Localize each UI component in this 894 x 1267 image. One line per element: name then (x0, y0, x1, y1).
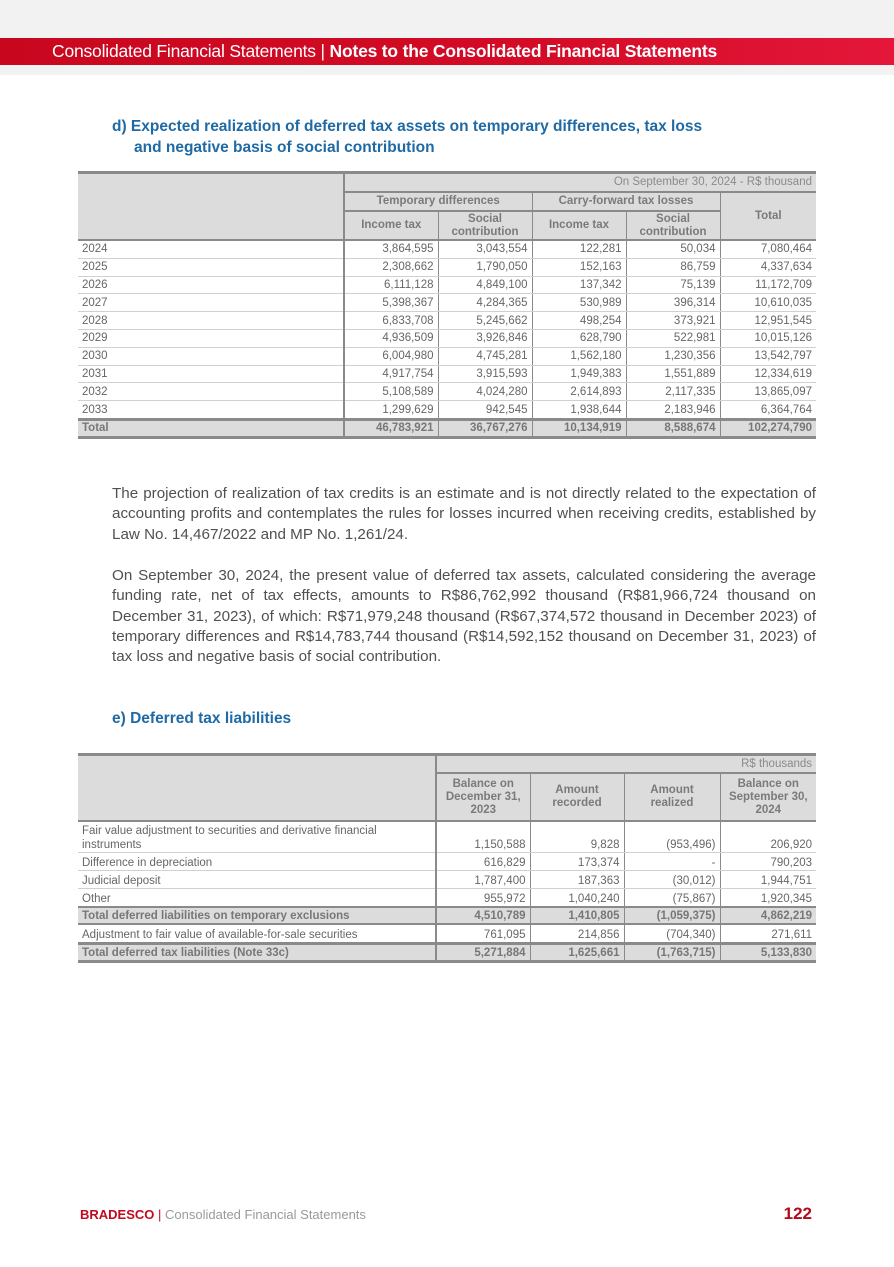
cell: 11,172,709 (720, 276, 816, 294)
column-header-income-tax: Income tax (532, 211, 626, 240)
cell: 396,314 (626, 294, 720, 312)
cell: 1,562,180 (532, 347, 626, 365)
cell: 1,938,644 (532, 401, 626, 420)
cell: 3,915,593 (438, 365, 532, 383)
cell: 12,334,619 (720, 365, 816, 383)
row-label: Total deferred tax liabilities (Note 33c) (78, 944, 436, 962)
cell: 152,163 (532, 258, 626, 276)
page-number: 122 (783, 1204, 812, 1223)
column-header-income-tax: Income tax (344, 211, 438, 240)
cell: 628,790 (532, 329, 626, 347)
cell: 10,015,126 (720, 329, 816, 347)
cell: 4,849,100 (438, 276, 532, 294)
cell: 5,245,662 (438, 312, 532, 330)
row-label: Total (78, 419, 344, 437)
cell: 373,921 (626, 312, 720, 330)
cell: 522,981 (626, 329, 720, 347)
cell: 2,117,335 (626, 383, 720, 401)
table-row (78, 240, 816, 258)
row-label: 2029 (78, 329, 344, 347)
cell: 102,274,790 (720, 419, 816, 437)
brand-logo-text: BRADESCO (80, 1207, 155, 1222)
cell: 1,299,629 (344, 401, 438, 420)
table-row (78, 294, 816, 312)
row-label: Total deferred liabilities on temporary exclusions (78, 907, 436, 924)
row-label: 2031 (78, 365, 344, 383)
cell: 1,410,805 (530, 907, 624, 924)
table-row (78, 924, 816, 944)
cell: 1,920,345 (720, 889, 816, 908)
header-section: Consolidated Financial Statements (52, 41, 316, 61)
cell: 2,614,893 (532, 383, 626, 401)
cell: 50,034 (626, 240, 720, 258)
row-label: 2033 (78, 401, 344, 420)
cell: (30,012) (624, 871, 720, 889)
table-total-row (78, 419, 816, 437)
cell: 955,972 (436, 889, 530, 908)
cell: 1,040,240 (530, 889, 624, 908)
cell: 2,308,662 (344, 258, 438, 276)
header-blank-cell (78, 755, 436, 822)
paragraph-projection: The projection of realization of tax credits is an estimate and is not directly related to the expectation of accounting profits and contemplates the rules for losses incurred when receiving credits, established by Law No. 14,467/2022 and MP No. 1,261/24. (112, 485, 816, 543)
top-margin (0, 0, 894, 38)
cell: 3,926,846 (438, 329, 532, 347)
row-label: 2027 (78, 294, 344, 312)
cell: 10,134,919 (532, 419, 626, 437)
cell: 6,111,128 (344, 276, 438, 294)
cell: 4,337,634 (720, 258, 816, 276)
row-label: Adjustment to fair value of available-for-sale securities (78, 924, 436, 944)
cell: 4,862,219 (720, 907, 816, 924)
cell: 206,920 (720, 821, 816, 853)
cell: 13,865,097 (720, 383, 816, 401)
cell: 46,783,921 (344, 419, 438, 437)
cell: 9,828 (530, 821, 624, 853)
row-label: 2030 (78, 347, 344, 365)
section-e-title: e) Deferred tax liabilities (112, 710, 292, 727)
table-row (78, 365, 816, 383)
cell: 4,284,365 (438, 294, 532, 312)
header-subsection: Notes to the Consolidated Financial Statements (329, 41, 718, 61)
table-row (78, 258, 816, 276)
table-row (78, 312, 816, 330)
cell: 10,610,035 (720, 294, 816, 312)
table-row (78, 821, 816, 853)
deferred-tax-assets-table (78, 171, 816, 439)
cell: 1,230,356 (626, 347, 720, 365)
table-row (78, 276, 816, 294)
cell: 4,510,789 (436, 907, 530, 924)
cell: 3,043,554 (438, 240, 532, 258)
column-header-social-contribution: Social contribution (438, 211, 532, 240)
cell: 8,588,674 (626, 419, 720, 437)
cell: 5,271,884 (436, 944, 530, 962)
table-row (78, 347, 816, 365)
cell: (75,867) (624, 889, 720, 908)
cell: 616,829 (436, 853, 530, 871)
cell: (1,763,715) (624, 944, 720, 962)
cell: - (624, 853, 720, 871)
cell: 4,745,281 (438, 347, 532, 365)
row-label: 2032 (78, 383, 344, 401)
cell: 75,139 (626, 276, 720, 294)
section-d-title (112, 116, 702, 158)
cell: 5,108,589 (344, 383, 438, 401)
footer-separator: | (154, 1207, 166, 1222)
header-separator: | (315, 41, 330, 61)
table-row (78, 329, 816, 347)
column-header-balance-sep-2024: Balance on September 30, 2024 (720, 773, 816, 821)
cell: 1,787,400 (436, 871, 530, 889)
row-label: 2028 (78, 312, 344, 330)
cell: (704,340) (624, 924, 720, 944)
cell: 4,024,280 (438, 383, 532, 401)
cell: 12,951,545 (720, 312, 816, 330)
row-label: Judicial deposit (78, 871, 436, 889)
table-total-row (78, 944, 816, 962)
row-label: Other (78, 889, 436, 908)
cell: 1,944,751 (720, 871, 816, 889)
column-header-total: Total (720, 192, 816, 240)
page-footer (80, 1207, 366, 1222)
column-header-amount-realized: Amount realized (624, 773, 720, 821)
cell: 86,759 (626, 258, 720, 276)
cell: 5,398,367 (344, 294, 438, 312)
table-row (78, 871, 816, 889)
cell: 530,989 (532, 294, 626, 312)
cell: 942,545 (438, 401, 532, 420)
cell: 13,542,797 (720, 347, 816, 365)
cell: 761,095 (436, 924, 530, 944)
table-unit-label: R$ thousands (436, 755, 816, 774)
table-row (78, 401, 816, 420)
paragraph-present-value: On September 30, 2024, the present value of deferred tax assets, calculated considering the average funding rate, net of tax effects, amounts to R$86,762,992 thousand (R$81,966,724 thousand on December 31, 2023), of which: R$71,979,248 thousand (R$67,374,572 thousand in December 2023) of temporary differences and R$14,783,744 thousand (R$14,592,152 thousand on December 31, 2023) of tax loss and negative basis of social contribution. (112, 567, 816, 666)
deferred-tax-liabilities-table (78, 753, 816, 963)
page-header-bar (0, 38, 894, 65)
cell: 6,364,764 (720, 401, 816, 420)
row-label: 2025 (78, 258, 344, 276)
cell: 498,254 (532, 312, 626, 330)
header-under-strip (0, 65, 894, 75)
row-label: Fair value adjustment to securities and derivative financial instruments (78, 821, 436, 853)
row-label: 2024 (78, 240, 344, 258)
row-label: Difference in depreciation (78, 853, 436, 871)
header-blank-cell (78, 173, 344, 241)
table-row (78, 889, 816, 908)
cell: 36,767,276 (438, 419, 532, 437)
table-subtotal-row (78, 907, 816, 924)
table-row (78, 853, 816, 871)
cell: 4,936,509 (344, 329, 438, 347)
column-header-balance-dec-2023: Balance on December 31, 2023 (436, 773, 530, 821)
cell: (953,496) (624, 821, 720, 853)
cell: 2,183,946 (626, 401, 720, 420)
cell: 1,551,889 (626, 365, 720, 383)
cell: 7,080,464 (720, 240, 816, 258)
cell: 1,625,661 (530, 944, 624, 962)
row-label: 2026 (78, 276, 344, 294)
cell: 790,203 (720, 853, 816, 871)
cell: 122,281 (532, 240, 626, 258)
section-d-title-line2: and negative basis of social contribution (134, 139, 435, 156)
cell: 173,374 (530, 853, 624, 871)
cell: 1,949,383 (532, 365, 626, 383)
table-unit-label: On September 30, 2024 - R$ thousand (344, 173, 816, 193)
cell: 214,856 (530, 924, 624, 944)
cell: 4,917,754 (344, 365, 438, 383)
group-header-temporary-differences: Temporary differences (344, 192, 532, 211)
cell: 3,864,595 (344, 240, 438, 258)
cell: 137,342 (532, 276, 626, 294)
cell: 6,004,980 (344, 347, 438, 365)
cell: (1,059,375) (624, 907, 720, 924)
cell: 5,133,830 (720, 944, 816, 962)
table-row (78, 383, 816, 401)
cell: 1,790,050 (438, 258, 532, 276)
footer-text: Consolidated Financial Statements (165, 1207, 366, 1222)
column-header-social-contribution: Social contribution (626, 211, 720, 240)
cell: 271,611 (720, 924, 816, 944)
cell: 6,833,708 (344, 312, 438, 330)
cell: 187,363 (530, 871, 624, 889)
group-header-carry-forward: Carry-forward tax losses (532, 192, 720, 211)
cell: 1,150,588 (436, 821, 530, 853)
section-d-title-line1: d) Expected realization of deferred tax assets on temporary differences, tax loss (112, 118, 703, 135)
column-header-amount-recorded: Amount recorded (530, 773, 624, 821)
